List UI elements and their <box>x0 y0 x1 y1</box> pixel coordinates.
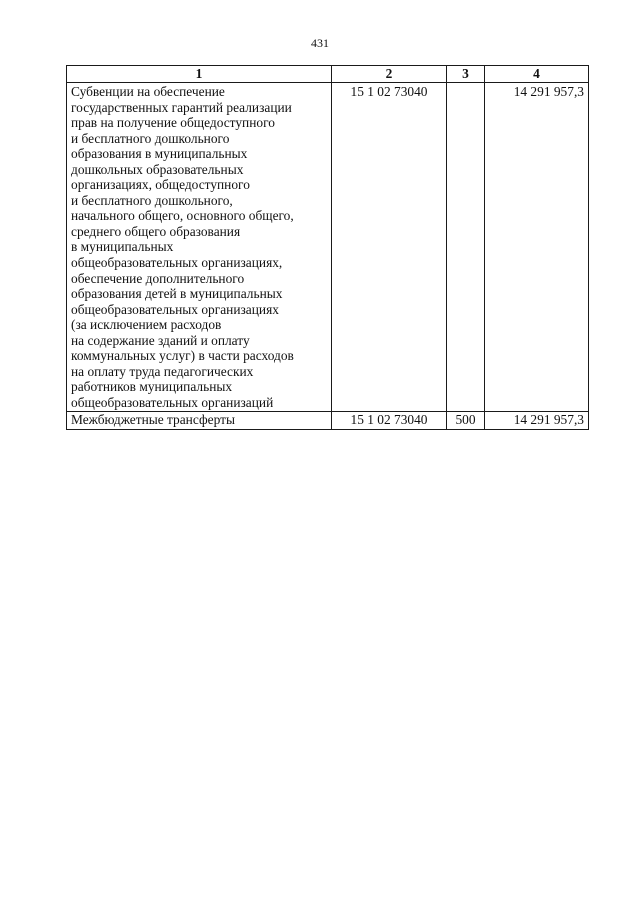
row-type-cell <box>447 83 485 412</box>
row-code-cell: 15 1 02 73040 <box>332 412 447 430</box>
budget-table <box>66 65 589 430</box>
row-type-cell: 500 <box>447 412 485 430</box>
row-name-cell: Межбюджетные трансферты <box>67 412 332 430</box>
row-sum-cell: 14 291 957,3 <box>485 412 589 430</box>
row-name-line: (за исключением расходов <box>71 317 222 333</box>
row-name-line: Субвенции на обеспечение <box>71 84 225 99</box>
row-name-line: общеобразовательных организаций <box>71 394 274 410</box>
row-name-line: в муниципальных <box>71 239 174 255</box>
row-name-line: дошкольных образовательных <box>71 161 244 177</box>
table-header-row <box>67 66 589 83</box>
row-sum-cell: 14 291 957,3 <box>485 83 589 412</box>
header-col-2: 2 <box>332 66 447 83</box>
row-name-line: общеобразовательных организациях, <box>71 255 283 271</box>
row-name-line: прав на получение общедоступного <box>71 115 275 131</box>
row-name-line: на оплату труда педагогических <box>71 363 254 379</box>
row-name-line: начального общего, основного общего, <box>71 208 294 224</box>
row-name-line: общеобразовательных организациях <box>71 301 279 317</box>
table-row <box>67 412 589 430</box>
row-name-line: образования детей в муниципальных <box>71 286 283 302</box>
row-name-cell <box>67 83 332 412</box>
header-col-4: 4 <box>485 66 589 83</box>
header-col-1: 1 <box>67 66 332 83</box>
header-col-3: 3 <box>447 66 485 83</box>
row-name-line: на содержание зданий и оплату <box>71 332 250 348</box>
row-name-line: организациях, общедоступного <box>71 177 250 193</box>
row-name-line: и бесплатного дошкольного <box>71 130 230 146</box>
row-name-line: среднего общего образования <box>71 223 241 239</box>
row-name-line: и бесплатного дошкольного, <box>71 192 233 208</box>
row-name-line: работников муниципальных <box>71 379 233 395</box>
row-name-line: образования в муниципальных <box>71 146 248 162</box>
page-number: 431 <box>311 36 329 50</box>
row-name-line: коммунальных услуг) в части расходов <box>71 348 294 364</box>
table-row <box>67 83 589 412</box>
row-name-line: государственных гарантий реализации <box>71 99 292 115</box>
row-name-line: обеспечение дополнительного <box>71 270 245 286</box>
row-code-cell: 15 1 02 73040 <box>332 83 447 412</box>
